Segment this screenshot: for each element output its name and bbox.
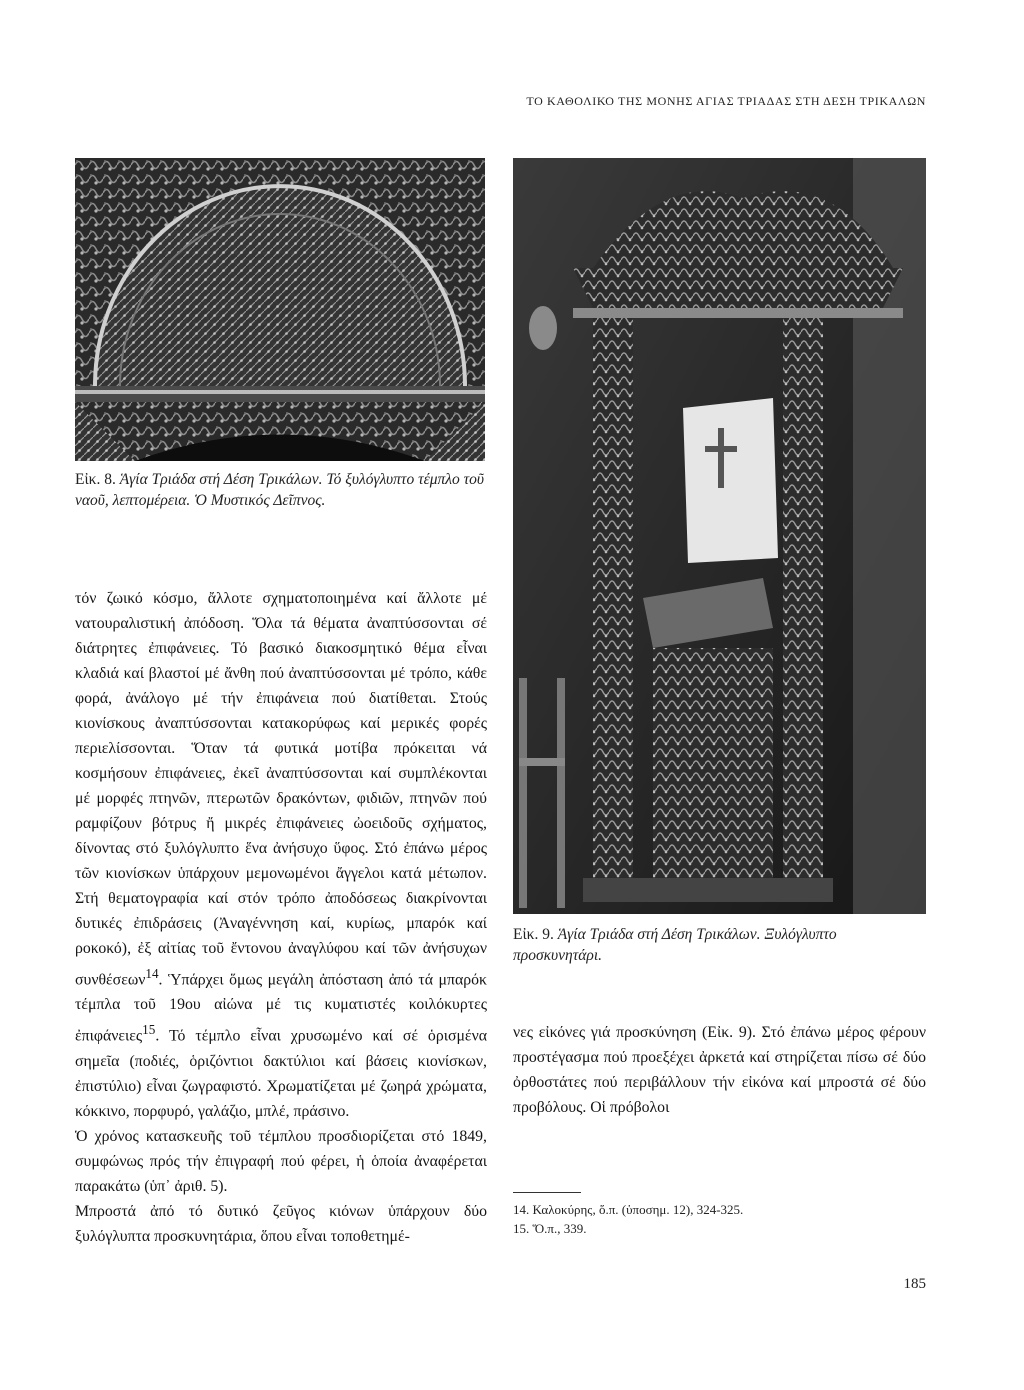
paragraph: Ὁ χρόνος κατασκευῆς τοῦ τέμπλου προσδιορίζεται στό 1849, συμφώνως πρός τήν ἐπιγραφή πού φέρει, ἡ ὁποία ἀναφέρεται παρακάτω (ὑπ᾽ ἀριθ. 5). <box>75 1127 487 1195</box>
figure-9-caption-text: Ἁγία Τριάδα στή Δέση Τρικάλων. Ξυλόγλυπτο προσκυνητάρι. <box>513 926 837 964</box>
paragraph <box>75 586 487 1124</box>
page-number: 185 <box>903 1276 926 1292</box>
figure-8-caption-text: Ἁγία Τριάδα στή Δέση Τρικάλων. Τό ξυλόγλυπτο τέμπλο τοῦ ναοῦ, λεπτομέρεια. Ὁ Μυστικός Δεῖπνος. <box>75 471 485 509</box>
body-column-right <box>513 1020 926 1120</box>
running-header: ΤΟ ΚΑΘΟΛΙΚΟ ΤΗΣ ΜΟΝΗΣ ΑΓΙΑΣ ΤΡΙΑΔΑΣ ΣΤΗ ΔΕΣΗ ΤΡΙΚΑΛΩΝ <box>526 94 926 108</box>
paragraph-text: τόν ζωικό κόσμο, ἄλλοτε σχηματοποιημένα καί ἄλλοτε μέ νατουραλιστική ἀπόδοση. Ὅλα τά θέματα ἀναπτύσσονται σέ διάτρητες ἐπιφάνειες. Τό βασικό διακοσμητικό θέμα εἶναι κλαδιά καί βλαστοί μέ ἄνθη πού ἀναπτύσσονται μέ τρόπο, κάθε φορά, ἀνάλογο μέ τήν ἐπιφάνεια πού διατίθεται. Στούς κιονίσκους ἀναπτύσσονται κατακορύφως καί μερικές φορές περιελίσσονται. Ὅταν τά φυτικά μοτίβα πρόκειται νά κοσμήσουν ἐπιφάνειες, ἐκεῖ ἀναπτύσσονται καί συμπλέκονται μέ μορφές πτηνῶν, πτερωτῶν δρακόντων, φιδιῶν, πτηνῶν πού ραμφίζουν βότρυς ἤ μικρές ἐπιφάνειες ὠοειδοῦς σχήματος, δίνοντας στό ξυλόγλυπτο ἕνα ἀνήσυχο ὕφος. Στό ἐπάνω μέρος τῶν κιονίσκων ὑπάρχουν μεμονωμένοι ἄγγελοι κατά μέτωπον. Στή θεματογραφία καί στόν τρόπο ἀποδόσεως διακρίνονται δυτικές ἐπιδράσεις (Ἀναγέννηση καί, κυρίως, μπαρόκ καί ροκοκό), ἐξ αἰτίας τοῦ ἔντονου ἀναγλύφου καί τῶν ἀνήσυχων συνθέσεων <box>75 590 487 989</box>
figure-8-photo <box>75 158 485 461</box>
footnote-14: 14. Καλοκύρης, ὅ.π. (ὑποσημ. 12), 324-325. <box>513 1202 744 1217</box>
body-column-left <box>75 586 487 1249</box>
carved-iconostasis-image <box>75 158 485 461</box>
footnote-ref-15: 15 <box>142 1022 156 1038</box>
footnote-divider <box>513 1192 581 1193</box>
footnote-ref-14: 14 <box>145 966 159 981</box>
figure-9-label: Εἰκ. 9. <box>513 926 554 943</box>
figure-8-caption <box>75 469 485 511</box>
paragraph-text: . Ὑπάρχει ὅμως μεγάλη ἀπόσταση ἀπό τά μπαρόκ τέμπλα τοῦ 19ου αἰώνα μέ τις κυματιστές κοιλόκυρτες ἐπιφάνειες <box>75 971 487 1045</box>
paragraph-text: . Τό τέμπλο εἶναι χρυσωμένο καί σέ ὁρισμένα σημεῖα (ποδιές, ὁριζόντιοι δακτύλιοι καί βάσεις κιονίσκων, ἐπιστύλιο) εἶναι ζωγραφιστό. Χρωματίζεται μέ ζωηρά χρώματα, κόκκινο, πορφυρό, γαλάζιο, μπλέ, πράσινο. <box>75 1027 487 1120</box>
footnotes <box>513 1200 743 1238</box>
paragraph: νες εἰκόνες γιά προσκύνηση (Εἰκ. 9). Στό ἐπάνω μέρος φέρουν προστέγασμα πού προεξέχει ἀρκετά καί στηρίζεται πίσω σέ δύο ὀρθοστάτες πού περιβάλλουν τήν εἰκόνα καί μπροστά σέ δύο προβόλους. Οἱ πρόβολοι <box>513 1024 926 1116</box>
footnote-15: 15. Ὅ.π., 339. <box>513 1221 587 1236</box>
figure-9-photo <box>513 158 926 914</box>
figure-9-caption <box>513 924 926 966</box>
paragraph: Μπροστά ἀπό τό δυτικό ζεῦγος κιόνων ὑπάρχουν δύο ξυλόγλυπτα προσκυνητάρια, ὅπου εἶναι τοποθετημέ- <box>75 1202 487 1245</box>
proskynitari-image <box>513 158 926 914</box>
figure-8-label: Εἰκ. 8. <box>75 471 116 488</box>
